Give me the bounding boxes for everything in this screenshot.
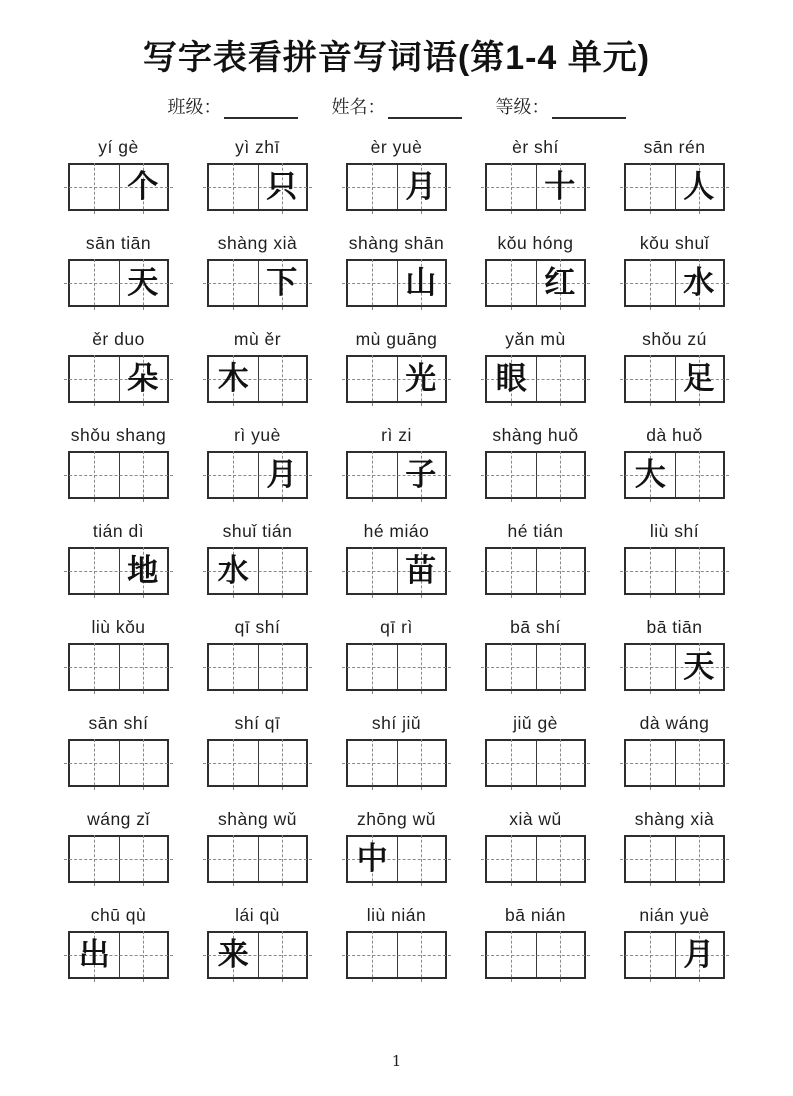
pinyin-label: yí gè (98, 137, 139, 157)
field-grade (496, 93, 626, 119)
writing-box (485, 451, 586, 499)
writing-box (346, 643, 447, 691)
written-char: 大 (634, 456, 666, 493)
field-grade-blank (552, 101, 626, 119)
word-cell (207, 329, 308, 403)
pinyin-label: dà wáng (639, 713, 710, 733)
grid-row (0, 617, 793, 691)
pinyin-label: hé tián (507, 521, 564, 541)
box-horizontal-guide (342, 667, 451, 668)
word-cell (207, 233, 308, 307)
written-char: 天 (127, 264, 159, 301)
word-cell (346, 713, 447, 787)
writing-box (68, 547, 169, 595)
word-cell (485, 233, 586, 307)
word-cell (68, 713, 169, 787)
grid-row (0, 329, 793, 403)
writing-box (207, 259, 308, 307)
pinyin-label: liù nián (366, 905, 427, 925)
pinyin-label: èr yuè (370, 137, 423, 157)
written-char: 地 (127, 552, 159, 589)
pinyin-label: jiǔ gè (513, 713, 558, 733)
field-name (332, 93, 462, 119)
pinyin-label: shǒu zú (642, 329, 707, 349)
written-char: 木 (217, 360, 249, 397)
writing-box (68, 931, 169, 979)
pinyin-label: bā tiān (646, 617, 703, 637)
box-horizontal-guide (481, 763, 590, 764)
writing-box (346, 163, 447, 211)
writing-box (68, 643, 169, 691)
grid-row (0, 233, 793, 307)
pinyin-label: shàng shān (348, 233, 445, 253)
writing-box (624, 259, 725, 307)
word-cell (346, 617, 447, 691)
writing-box (485, 835, 586, 883)
pinyin-label: mù ěr (233, 329, 282, 349)
pinyin-label: shí qī (234, 713, 281, 733)
word-cell (207, 905, 308, 979)
pinyin-label: shuǐ tián (222, 521, 293, 541)
pinyin-label: yǎn mù (505, 329, 566, 349)
writing-box (624, 451, 725, 499)
box-horizontal-guide (481, 955, 590, 956)
pinyin-label: mù guāng (355, 329, 438, 349)
word-cell (346, 329, 447, 403)
word-cell (68, 617, 169, 691)
pinyin-label: sān rén (643, 137, 706, 157)
writing-box (68, 355, 169, 403)
written-char: 天 (683, 648, 715, 685)
pinyin-label: tián dì (92, 521, 145, 541)
pinyin-label: ěr duo (92, 329, 145, 349)
word-cell (624, 809, 725, 883)
written-char: 眼 (495, 360, 527, 397)
writing-box (207, 451, 308, 499)
writing-box (68, 835, 169, 883)
grid-row (0, 521, 793, 595)
written-char: 十 (544, 168, 576, 205)
written-char: 出 (78, 936, 110, 973)
word-cell (346, 809, 447, 883)
pinyin-label: sān tiān (85, 233, 152, 253)
pinyin-label: shàng wǔ (218, 809, 297, 829)
writing-box (207, 643, 308, 691)
field-name-blank (388, 101, 462, 119)
writing-box (485, 259, 586, 307)
writing-box (624, 163, 725, 211)
pinyin-label: shàng huǒ (492, 425, 579, 445)
word-cell (68, 233, 169, 307)
writing-box (624, 643, 725, 691)
header-fields (0, 93, 793, 119)
pinyin-label: liù kǒu (91, 617, 146, 637)
field-class-blank (224, 101, 298, 119)
writing-box (346, 355, 447, 403)
box-horizontal-guide (64, 667, 173, 668)
word-cell (68, 329, 169, 403)
writing-box (485, 547, 586, 595)
writing-box (68, 259, 169, 307)
box-horizontal-guide (481, 859, 590, 860)
writing-box (68, 163, 169, 211)
word-cell (68, 425, 169, 499)
written-char: 个 (127, 168, 159, 205)
box-horizontal-guide (64, 859, 173, 860)
word-cell (207, 617, 308, 691)
box-horizontal-guide (203, 763, 312, 764)
written-char: 足 (683, 360, 715, 397)
word-cell (68, 905, 169, 979)
written-char: 下 (266, 264, 298, 301)
writing-box (346, 451, 447, 499)
word-cell (485, 137, 586, 211)
pinyin-label: xià wǔ (509, 809, 562, 829)
grid-row (0, 809, 793, 883)
word-cell (485, 425, 586, 499)
box-horizontal-guide (64, 475, 173, 476)
pinyin-label: shǒu shang (70, 425, 167, 445)
writing-box (485, 643, 586, 691)
written-char: 月 (683, 936, 715, 973)
word-cell (68, 521, 169, 595)
pinyin-label: sān shí (88, 713, 149, 733)
writing-box (346, 259, 447, 307)
writing-box (485, 931, 586, 979)
written-char: 只 (266, 168, 298, 205)
pinyin-label: liù shí (649, 521, 700, 541)
word-cell (346, 425, 447, 499)
field-name-label: 姓名： (331, 97, 386, 117)
box-horizontal-guide (481, 475, 590, 476)
written-char: 山 (405, 264, 437, 301)
pinyin-label: bā shí (510, 617, 561, 637)
pinyin-label: shí jiǔ (371, 713, 422, 733)
word-cell (346, 233, 447, 307)
writing-box (346, 547, 447, 595)
writing-box (207, 547, 308, 595)
pinyin-label: rì zi (381, 425, 412, 445)
pinyin-label: zhōng wǔ (357, 809, 436, 829)
writing-box (207, 835, 308, 883)
word-cell (346, 521, 447, 595)
box-horizontal-guide (620, 859, 729, 860)
writing-box (624, 835, 725, 883)
pinyin-label: dà huǒ (646, 425, 703, 445)
worksheet-grid (0, 137, 793, 979)
box-horizontal-guide (481, 571, 590, 572)
writing-box (346, 931, 447, 979)
pinyin-label: qī rì (380, 617, 413, 637)
writing-box (485, 739, 586, 787)
word-cell (624, 905, 725, 979)
written-char: 红 (544, 264, 576, 301)
written-char: 苗 (405, 552, 437, 589)
field-class (168, 93, 298, 119)
word-cell (207, 713, 308, 787)
pinyin-label: yì zhī (235, 137, 280, 157)
pinyin-label: hé miáo (363, 521, 430, 541)
pinyin-label: bā nián (505, 905, 566, 925)
writing-box (485, 163, 586, 211)
writing-box (207, 355, 308, 403)
grid-row (0, 713, 793, 787)
word-cell (485, 617, 586, 691)
pinyin-label: lái qù (235, 905, 280, 925)
box-horizontal-guide (64, 763, 173, 764)
word-cell (485, 905, 586, 979)
word-cell (485, 329, 586, 403)
written-char: 来 (217, 936, 249, 973)
written-char: 月 (266, 456, 298, 493)
grid-row (0, 905, 793, 979)
word-cell (346, 905, 447, 979)
word-cell (207, 137, 308, 211)
writing-box (207, 739, 308, 787)
pinyin-label: shàng xià (217, 233, 298, 253)
word-cell (624, 521, 725, 595)
field-class-label: 班级： (167, 97, 222, 117)
word-cell (68, 137, 169, 211)
writing-box (624, 547, 725, 595)
pinyin-label: kǒu shuǐ (639, 233, 710, 253)
pinyin-label: kǒu hóng (497, 233, 574, 253)
pinyin-label: nián yuè (639, 905, 710, 925)
box-horizontal-guide (481, 667, 590, 668)
grid-row (0, 425, 793, 499)
pinyin-label: èr shí (512, 137, 559, 157)
writing-box (68, 451, 169, 499)
written-char: 朵 (127, 360, 159, 397)
writing-box (624, 739, 725, 787)
written-char: 水 (683, 264, 715, 301)
writing-box (346, 835, 447, 883)
page-title: 写字表看拼音写词语(第1-4 单元) (142, 39, 651, 77)
word-cell (624, 617, 725, 691)
written-char: 中 (356, 840, 388, 877)
word-cell (485, 521, 586, 595)
writing-box (346, 739, 447, 787)
pinyin-label: shàng xià (634, 809, 715, 829)
box-horizontal-guide (203, 667, 312, 668)
word-cell (624, 137, 725, 211)
word-cell (346, 137, 447, 211)
written-char: 子 (405, 456, 437, 493)
writing-box (485, 355, 586, 403)
written-char: 人 (683, 168, 715, 205)
field-grade-label: 等级： (495, 97, 550, 117)
word-cell (624, 425, 725, 499)
written-char: 光 (405, 360, 437, 397)
word-cell (207, 521, 308, 595)
written-char: 水 (217, 552, 249, 589)
grid-row (0, 137, 793, 211)
word-cell (624, 329, 725, 403)
page-number: 1 (391, 1052, 402, 1070)
box-horizontal-guide (620, 571, 729, 572)
word-cell (207, 809, 308, 883)
word-cell (624, 713, 725, 787)
pinyin-label: qī shí (234, 617, 281, 637)
box-horizontal-guide (620, 763, 729, 764)
box-horizontal-guide (342, 955, 451, 956)
pinyin-label: chū qù (90, 905, 147, 925)
pinyin-label: rì yuè (234, 425, 281, 445)
word-cell (68, 809, 169, 883)
word-cell (207, 425, 308, 499)
written-char: 月 (405, 168, 437, 205)
writing-box (624, 355, 725, 403)
box-horizontal-guide (203, 859, 312, 860)
box-horizontal-guide (342, 763, 451, 764)
word-cell (485, 809, 586, 883)
writing-box (207, 931, 308, 979)
pinyin-label: wáng zǐ (87, 809, 150, 829)
writing-box (624, 931, 725, 979)
word-cell (485, 713, 586, 787)
word-cell (624, 233, 725, 307)
writing-box (207, 163, 308, 211)
writing-box (68, 739, 169, 787)
